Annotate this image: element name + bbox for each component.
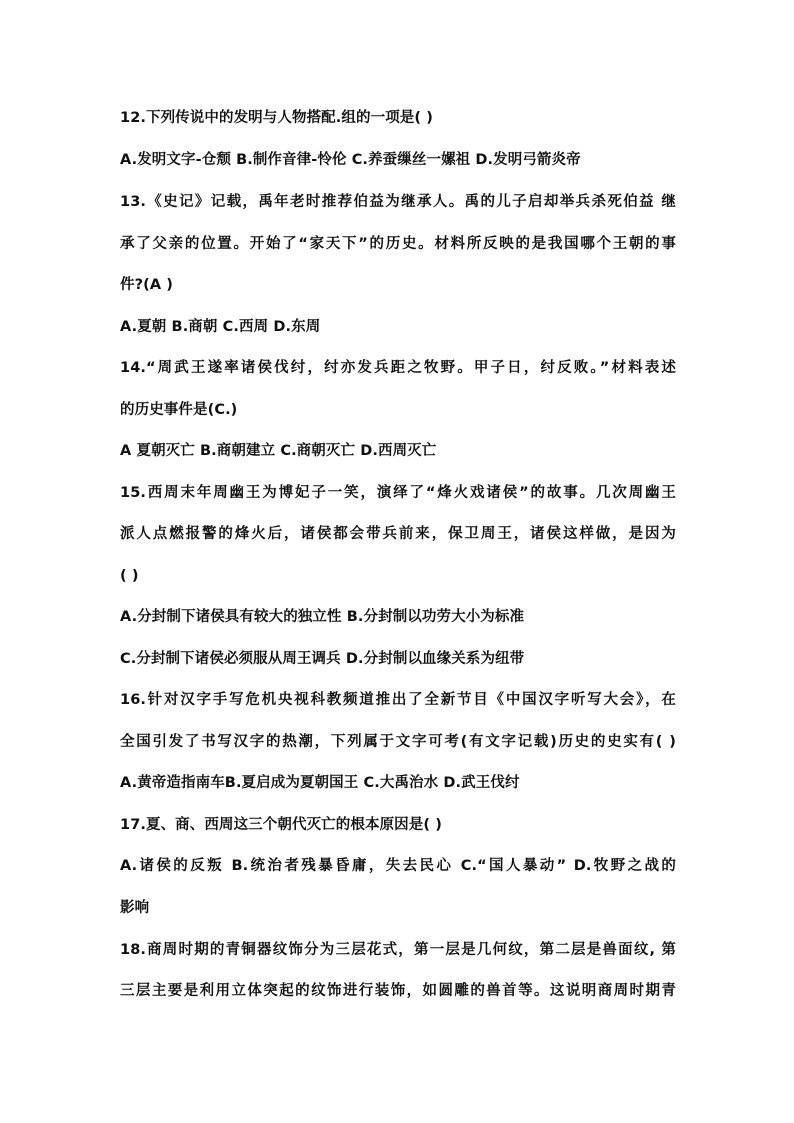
question-17-stem: 17.夏、商、西周这三个朝代灭亡的根本原因是( ) — [120, 817, 442, 833]
question-18-stem-line-1: 18.商周时期的青铜器纹饰分为三层花式，第一层是几何纹，第二层是兽面纹, 第 — [120, 942, 676, 958]
question-16-options: A.黄帝造指南车B.夏启成为夏朝国王 C.大禹治水 D.武王伐纣 — [120, 775, 520, 791]
question-12-stem: 12.下列传说中的发明与人物搭配.组的一项是( ) — [120, 110, 433, 126]
question-13-stem-line-2: 承了父亲的位置。开始了“家天下”的历史。材料所反映的是我国哪个王朝的事 — [120, 236, 676, 252]
question-12-options: A.发明文字-仓颓 B.制作音律-怜伦 C.养蚕缫丝一嫘祖 D.发明弓箭炎帝 — [120, 152, 581, 168]
question-15-stem-line-3: ( ) — [120, 568, 139, 584]
question-16-stem-line-1: 16.针对汉字手写危机央视科教频道推出了全新节目《中国汉字听写大会》，在 — [120, 692, 676, 708]
question-13-options: A.夏朝 B.商朝 C.西周 D.东周 — [120, 319, 321, 335]
question-13-stem-line-3: 件?(A ) — [120, 277, 174, 293]
question-16-stem-line-2: 全国引发了书写汉字的热潮，下列属于文字可考(有文字记载)历史的史实有( ) — [120, 734, 676, 750]
question-18-stem-line-2: 三层主要是利用立体突起的纹饰进行装饰，如圆雕的兽首等。这说明商周时期青 — [120, 983, 676, 999]
question-17-options-line-1: A.诸侯的反叛 B.统治者残暴昏庸，失去民心 C.“国人暴动” D.牧野之战的 — [120, 858, 676, 874]
question-13-stem-line-1: 13.《史记》记载，禹年老时推荐伯益为继承人。禹的儿子启却举兵杀死伯益 继 — [120, 194, 676, 210]
question-15-stem-line-1: 15.西周末年周幽王为博妃子一笑，演绎了“烽火戏诸侯”的故事。几次周幽王 — [120, 485, 676, 501]
question-15-options-line-1: A.分封制下诸侯具有较大的独立性 B.分封制以功劳大小为标准 — [120, 609, 525, 625]
question-15-stem-line-2: 派人点燃报警的烽火后，诸侯都会带兵前来，保卫周王，诸侯这样做，是因为 — [120, 526, 676, 542]
question-15-options-line-2: C.分封制下诸侯必须服从周王调兵 D.分封制以血缘关系为纽带 — [120, 651, 525, 667]
question-14-options: A 夏朝灭亡 B.商朝建立 C.商朝灭亡 D.西周灭亡 — [120, 443, 437, 459]
question-17-options-line-2: 影响 — [120, 900, 150, 916]
question-14-stem-line-1: 14.“周武王遂率诸侯伐纣，纣亦发兵距之牧野。甲子日，纣反败。”材料表述 — [120, 360, 676, 376]
question-14-stem-line-2: 的历史事件是(C.) — [120, 402, 238, 418]
